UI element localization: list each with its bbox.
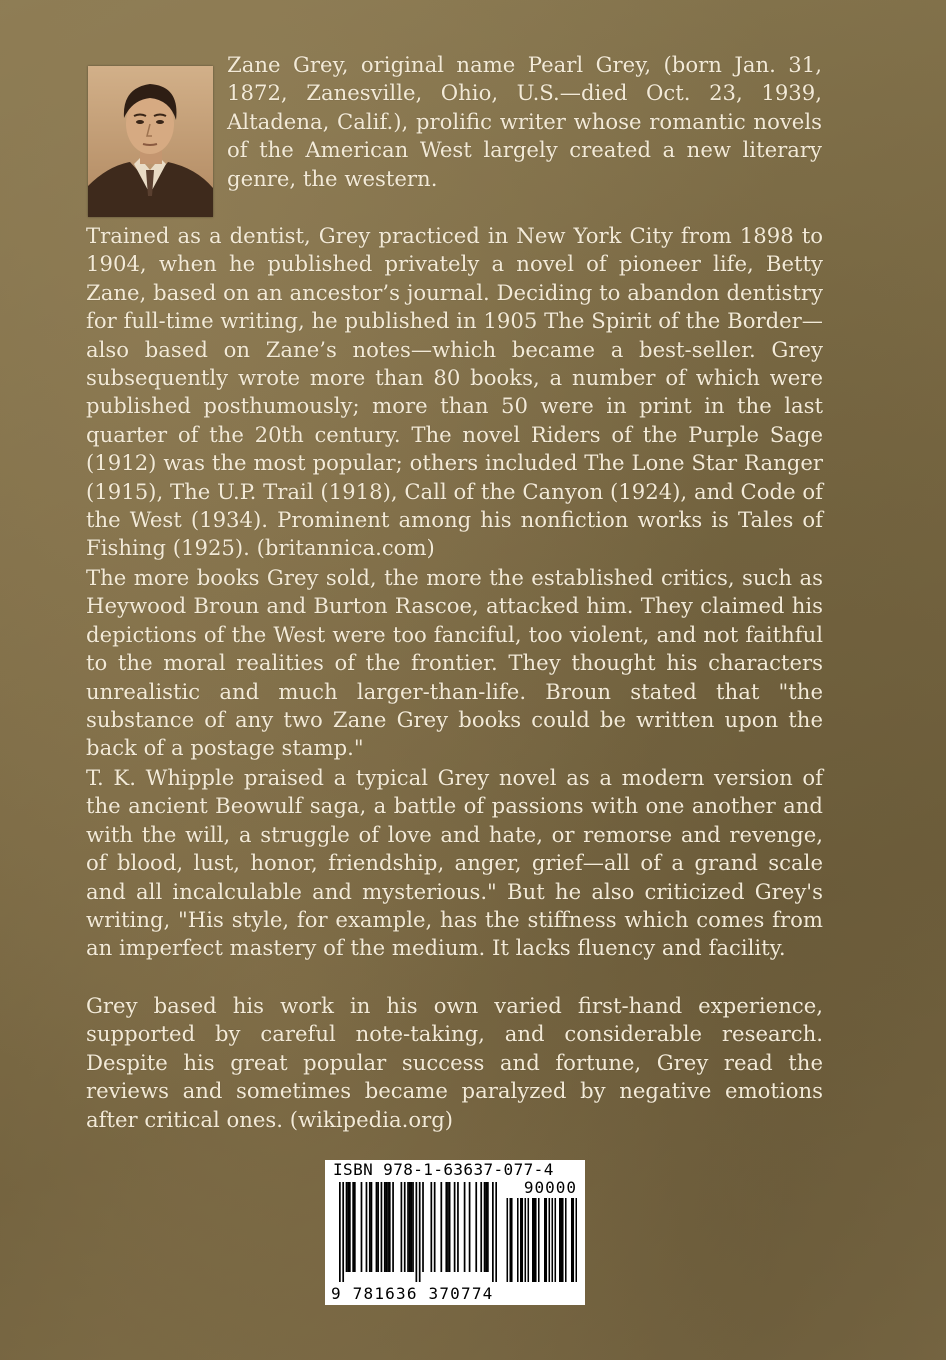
addon-bar xyxy=(522,1198,524,1282)
barcode-bar xyxy=(387,1182,389,1272)
addon-bar xyxy=(520,1198,522,1282)
addon-bar xyxy=(562,1198,564,1282)
barcode-bar xyxy=(361,1182,363,1272)
addon-bar xyxy=(561,1198,563,1282)
barcode-bar xyxy=(440,1182,442,1272)
barcode-bar xyxy=(422,1182,424,1272)
isbn-barcode xyxy=(325,1160,585,1305)
barcode-bar xyxy=(389,1182,391,1272)
addon-bar xyxy=(565,1198,567,1282)
addon-bar xyxy=(534,1198,536,1282)
barcode-bar xyxy=(386,1182,388,1272)
barcode-bar xyxy=(384,1182,386,1272)
bio-paragraph-whipple: T. K. Whipple praised a typical Grey novel as a modern version of the ancient Beowulf saga, a battle of passions with one another and with the will, a struggle of love and hate, or remorse and revenge, of blood, lust, honor, friendship, anger, grief—all of a grand scale and all incalculable and mysterious." But he also criticized Grey's writing, "His style, for example, has the stiffness which comes from an imperfect mastery of the medium. It lacks fluency and facility. xyxy=(86,765,823,961)
ean-digits: 9 781636 370774 xyxy=(331,1284,494,1303)
author-portrait xyxy=(88,66,213,217)
barcode-bar xyxy=(485,1182,487,1272)
bio-paragraph-career: Trained as a dentist, Grey practiced in New York City from 1898 to 1904, when he published privately a novel of pioneer life, Betty Zane, based on an ancestor’s journal. Deciding to abandon dentistry for full-time writing, he published in 1905 The Spirit of the Border—also based on Zane’s notes—which became a best-seller. Grey subsequently wrote more than 80 books, a number of which were published posthumously; more than 50 were in print in the last quarter of the 20th century. The novel Riders of the Purple Sage (1912) was the most popular; others included The Lone Star Ranger (1915), The U.P. Trail (1918), Call of the Canyon (1924), and Code of the West (1934). Prominent among his nonfiction works is Tales of Fishing (1925). (britannica.com) xyxy=(86,223,823,561)
bio-intro: Zane Grey, original name Pearl Grey, (born Jan. 31, 1872, Zanesville, Ohio, U.S.—died Oct. 23, 1939, Altadena, Calif.), prolific writer whose romantic novels of the American West largely created a new literary genre, the western. xyxy=(227,52,822,191)
barcode-bar xyxy=(411,1182,413,1272)
barcode-bar xyxy=(434,1182,436,1272)
isbn-label: ISBN 978-1-63637-077-4 xyxy=(333,1160,554,1179)
barcode-bar xyxy=(430,1182,432,1272)
barcode-bar xyxy=(487,1182,489,1272)
ean-bars xyxy=(339,1182,497,1282)
addon-bar xyxy=(538,1198,540,1282)
price-code: 90000 xyxy=(523,1178,577,1197)
barcode-bar xyxy=(342,1182,344,1282)
addon-bar xyxy=(573,1198,575,1282)
barcode-bar xyxy=(445,1182,447,1272)
barcode-bar xyxy=(447,1182,449,1272)
barcode-bar xyxy=(401,1182,403,1272)
addon-bar xyxy=(517,1198,519,1282)
barcode-bar xyxy=(475,1182,477,1272)
bio-paragraph-research: Grey based his work in his own varied first-hand experience, supported by careful note-taking, and considerable research. Despite his great popular success and fortune, Grey read the reviews and sometimes became paralyzed by negative emotions after critical ones. (wikipedia.org) xyxy=(86,993,823,1132)
barcode-bar xyxy=(371,1182,373,1272)
barcode-bar xyxy=(419,1182,421,1282)
barcode-bar xyxy=(412,1182,414,1272)
addon-bar xyxy=(525,1198,527,1282)
barcode-bar xyxy=(352,1182,354,1272)
barcode-bar xyxy=(407,1182,409,1272)
barcode-bar xyxy=(484,1182,486,1272)
barcode-bar xyxy=(449,1182,451,1272)
barcode-bar xyxy=(409,1182,411,1272)
addon-bars xyxy=(505,1198,577,1282)
addon-bar xyxy=(511,1198,513,1282)
addon-bar xyxy=(571,1198,573,1282)
addon-bar xyxy=(544,1198,546,1282)
addon-bar xyxy=(549,1198,551,1282)
barcode-bar xyxy=(454,1182,456,1272)
barcode-bar xyxy=(366,1182,368,1272)
barcode-bar xyxy=(464,1182,466,1272)
addon-bar xyxy=(576,1198,578,1282)
barcode-bar xyxy=(416,1182,418,1282)
addon-bar xyxy=(528,1198,530,1282)
barcode-bar xyxy=(492,1182,494,1282)
barcode-bar xyxy=(354,1182,356,1272)
addon-bar xyxy=(559,1198,561,1282)
addon-bar xyxy=(510,1198,512,1282)
barcode-bar xyxy=(381,1182,383,1272)
barcode-bar xyxy=(339,1182,341,1282)
bio-paragraph-critics: The more books Grey sold, the more the established critics, such as Heywood Broun and Burton Rascoe, attacked him. They claimed his depictions of the West were too fanciful, too violent, and not faithful to the moral realities of the frontier. They thought his characters unrealistic and much larger-than-life. Broun stated that "the substance of any two Zane Grey books could be written upon the back of a postage stamp." xyxy=(86,565,823,761)
addon-bar xyxy=(546,1198,548,1282)
barcode-bar xyxy=(469,1182,471,1272)
addon-bar xyxy=(535,1198,537,1282)
barcode-bar xyxy=(495,1182,497,1282)
barcode-bar xyxy=(346,1182,348,1272)
barcode-bar xyxy=(404,1182,406,1272)
barcode-bar xyxy=(377,1182,379,1272)
addon-bar xyxy=(507,1198,509,1282)
addon-bar xyxy=(552,1198,554,1282)
barcode-bar xyxy=(392,1182,394,1272)
addon-bar xyxy=(555,1198,557,1282)
barcode-bar xyxy=(349,1182,351,1272)
barcode-bar xyxy=(457,1182,459,1272)
barcode-bar xyxy=(347,1182,349,1272)
barcode-bar xyxy=(376,1182,378,1272)
barcode-bar xyxy=(369,1182,371,1272)
barcode-bar xyxy=(480,1182,482,1272)
addon-bar xyxy=(532,1198,534,1282)
